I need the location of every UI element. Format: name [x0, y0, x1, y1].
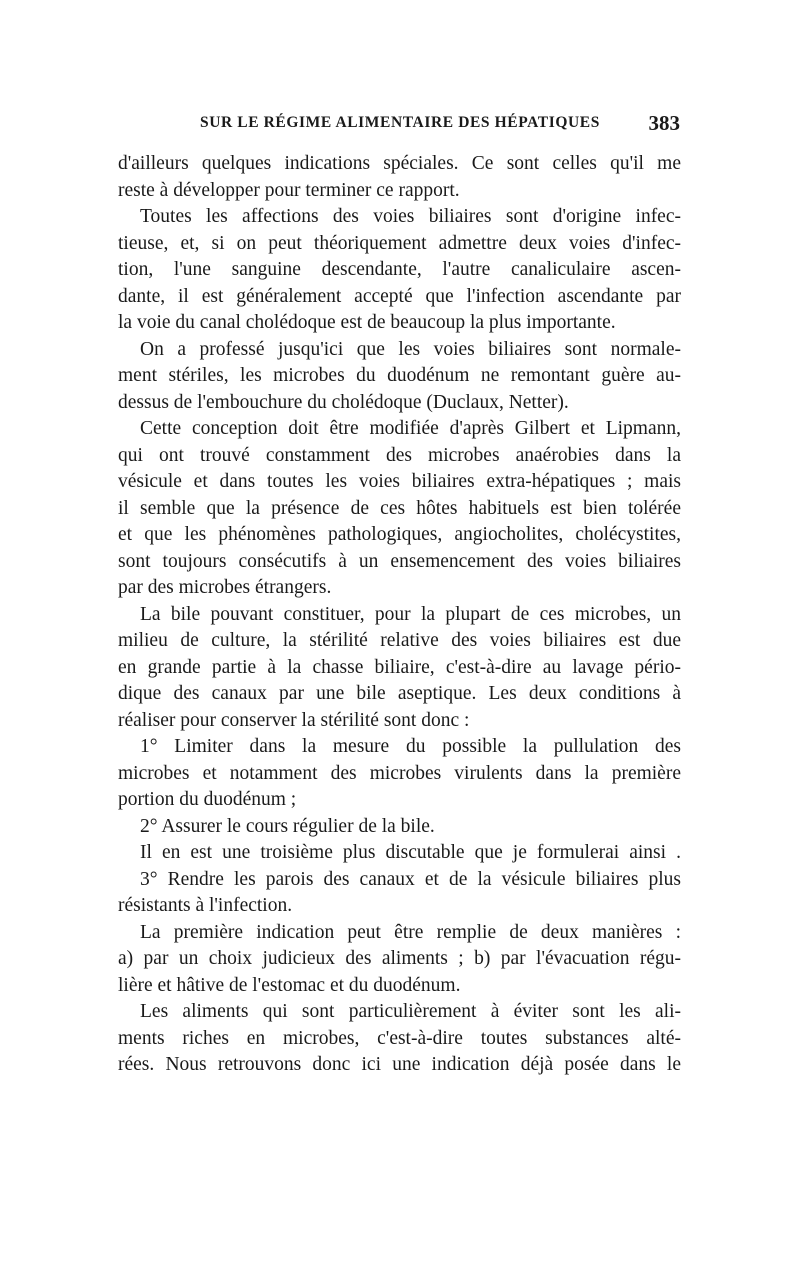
text-line: il semble que la présence de ces hôtes habituels est bien tolérée [118, 497, 681, 519]
text-line: reste à développer pour terminer ce rapport. [118, 179, 460, 201]
body-text [118, 151, 681, 1079]
text-line: Toutes les affections des voies biliaires sont d'origine infec- [140, 206, 681, 227]
page-number: 383 [648, 111, 680, 135]
text-line: et que les phénomènes pathologiques, angiocholites, cholécystites, [118, 524, 681, 545]
text-line: microbes et notamment des microbes virulents dans la première [118, 762, 681, 784]
text-line: dessus de l'embouchure du cholédoque (Duclaux, Netter). [118, 391, 569, 413]
text-line: Cette conception doit être modifiée d'après Gilbert et Lipmann, [140, 418, 681, 439]
text-line: La bile pouvant constituer, pour la plupart de ces microbes, un [140, 603, 681, 625]
text-line: en grande partie à la chasse biliaire, c'est-à-dire au lavage pério- [118, 656, 681, 678]
text-line: Il en est une troisième plus discutable que je formulerai ainsi . [140, 842, 681, 863]
text-line: tion, l'une sanguine descendante, l'autre canaliculaire ascen- [118, 259, 681, 280]
text-line: tieuse, et, si on peut théoriquement admettre deux voies d'infec- [118, 232, 681, 254]
text-line: réaliser pour conserver la stérilité sont donc : [118, 709, 470, 731]
text-line: Les aliments qui sont particulièrement à éviter sont les ali- [140, 1001, 681, 1022]
text-line: On a professé jusqu'ici que les voies biliaires sont normale- [140, 338, 681, 360]
text-line: dique des canaux par une bile aseptique. Les deux conditions à [118, 683, 681, 704]
text-line: lière et hâtive de l'estomac et du duodénum. [118, 974, 461, 996]
text-line: a) par un choix judicieux des aliments ; b) par l'évacuation régu- [118, 948, 681, 969]
page-header [200, 111, 680, 136]
text-line: milieu de culture, la stérilité relative des voies biliaires est due [118, 630, 681, 651]
text-line: résistants à l'infection. [118, 895, 293, 916]
text-line: La première indication peut être remplie de deux manières : [140, 921, 681, 943]
text-line: 1° Limiter dans la mesure du possible la pullulation des [140, 736, 681, 757]
text-line: portion du duodénum ; [118, 789, 297, 810]
text-line: d'ailleurs quelques indications spéciales. Ce sont celles qu'il me [118, 153, 681, 174]
text-line: par des microbes étrangers. [118, 577, 332, 598]
text-line: qui ont trouvé constamment des microbes anaérobies dans la [118, 444, 681, 466]
text-line: vésicule et dans toutes les voies biliaires extra-hépatiques ; mais [118, 471, 681, 492]
text-line: ment stériles, les microbes du duodénum ne remontant guère au- [118, 365, 681, 386]
text-line: rées. Nous retrouvons donc ici une indication déjà posée dans le [118, 1054, 681, 1075]
text-line: 2° Assurer le cours régulier de la bile. [140, 815, 435, 837]
text-line: ments riches en microbes, c'est-à-dire toutes substances alté- [118, 1027, 681, 1049]
text-line: 3° Rendre les parois des canaux et de la vésicule biliaires plus [140, 868, 681, 890]
text-line: sont toujours consécutifs à un ensemencement des voies biliaires [118, 550, 681, 572]
text-line: la voie du canal cholédoque est de beaucoup la plus importante. [118, 312, 616, 333]
text-line: dante, il est généralement accepté que l'infection ascendante par [118, 285, 681, 307]
running-head: SUR LE RÉGIME ALIMENTAIRE DES HÉPATIQUES [200, 114, 600, 131]
